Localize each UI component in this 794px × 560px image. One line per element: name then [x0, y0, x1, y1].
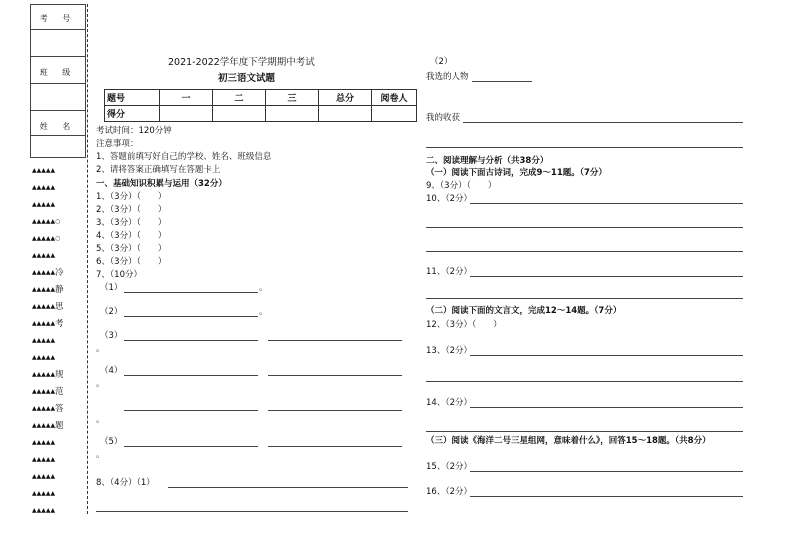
answer-line[interactable]	[268, 410, 402, 411]
section-heading: 一、基础知识积累与运用（32分）	[96, 179, 227, 189]
answer-line[interactable]	[124, 446, 258, 447]
seal-mark: ▲▲▲▲▲	[32, 371, 56, 378]
note-item: 1、答题前填写好自己的学校、姓名、班级信息	[96, 152, 272, 162]
score-cell[interactable]	[213, 106, 266, 122]
answer-line[interactable]	[472, 81, 532, 82]
score-cell[interactable]	[372, 106, 417, 122]
class-input[interactable]	[31, 84, 85, 111]
question-item: 14、（2分）	[426, 398, 472, 408]
table-header-cell: 总分	[319, 90, 372, 106]
seal-mark: ▲▲▲▲▲	[32, 303, 56, 310]
seal-mark: ▲▲▲▲▲	[32, 184, 56, 191]
seal-char: 思	[55, 302, 64, 312]
sub-question-label: （2）	[100, 307, 123, 317]
answer-line[interactable]	[124, 410, 258, 411]
seal-char: 规	[55, 370, 64, 380]
period-mark: 。	[96, 344, 105, 354]
table-header-row	[105, 90, 417, 106]
section-heading: 二、阅读理解与分析（共38分）	[426, 156, 549, 166]
seal-mark: ▲▲▲▲▲	[32, 422, 56, 429]
name-input[interactable]	[31, 136, 85, 156]
question-item: 6、（3分）（ ）	[96, 257, 167, 267]
answer-line[interactable]	[268, 340, 402, 341]
part-heading: （二）阅读下面的文言文，完成12～14题。（7分）	[426, 306, 622, 316]
period-mark: 。	[259, 283, 268, 293]
harvest-label: 我的收获	[426, 113, 461, 123]
period-mark: 。	[96, 415, 105, 425]
student-info-box	[30, 4, 86, 158]
question-item: 12、（3分）（ ）	[426, 320, 502, 330]
answer-line[interactable]	[268, 375, 402, 376]
period-mark: 。	[96, 379, 105, 389]
table-header-cell: 二	[213, 90, 266, 106]
exam-subtitle: 初三语文试题	[218, 73, 276, 84]
seal-mark: ▲▲▲▲▲	[32, 473, 56, 480]
question-item: 15、（2分）	[426, 462, 472, 472]
seal-mark: ▲▲▲▲▲	[32, 507, 56, 514]
seal-mark: ▲▲▲▲▲	[32, 167, 56, 174]
question-item: 8、（4分）（1）	[96, 478, 155, 488]
question-item: 4、（3分）（ ）	[96, 231, 167, 241]
seal-mark: ▲▲▲▲▲	[32, 252, 56, 259]
seal-char: 范	[55, 387, 64, 397]
seal-mark: ▲▲▲▲▲	[32, 201, 56, 208]
seal-mark: ▲▲▲▲▲	[32, 490, 56, 497]
answer-line[interactable]	[426, 251, 743, 252]
score-cell[interactable]	[266, 106, 319, 122]
score-cell[interactable]	[160, 106, 213, 122]
table-header-cell: 题号	[105, 90, 160, 106]
question-item: 10、（2分）	[426, 194, 472, 204]
question-item: 5、（3分）（ ）	[96, 244, 167, 254]
answer-line[interactable]	[96, 511, 408, 512]
class-label: 班 级	[39, 68, 77, 77]
answer-line[interactable]	[426, 227, 743, 228]
exam-no-input[interactable]	[31, 30, 85, 57]
seal-line	[87, 4, 88, 514]
sub-question-label: （1）	[100, 283, 123, 293]
answer-line[interactable]	[426, 381, 743, 382]
table-header-cell: 三	[266, 90, 319, 106]
answer-line[interactable]	[470, 496, 743, 497]
answer-line[interactable]	[470, 471, 743, 472]
exam-no-label: 考 号	[39, 14, 77, 23]
period-mark: 。	[96, 450, 105, 460]
answer-line[interactable]	[426, 147, 743, 148]
question-item: 2、（3分）（ ）	[96, 205, 167, 215]
part-heading: （一）阅读下面古诗词，完成9～11题。（7分）	[426, 168, 607, 178]
person-label: 我选的人物	[426, 72, 469, 82]
name-label: 姓 名	[39, 122, 77, 131]
answer-line[interactable]	[470, 407, 743, 408]
answer-line[interactable]	[268, 446, 402, 447]
answer-line[interactable]	[470, 355, 743, 356]
seal-mark: ▲▲▲▲▲	[32, 388, 56, 395]
question-item: 16、（2分）	[426, 487, 472, 497]
seal-char: 考	[55, 319, 64, 329]
seal-mark: ▲▲▲▲▲	[32, 456, 56, 463]
score-row-label: 得分	[105, 106, 160, 122]
question-item: 9、（3分）（ ）	[426, 181, 497, 191]
table-header-cell: 一	[160, 90, 213, 106]
answer-line[interactable]	[124, 340, 258, 341]
answer-line[interactable]	[426, 431, 743, 432]
question-item: 13、（2分）	[426, 346, 472, 356]
seal-char: 题	[55, 421, 64, 431]
exam-time: 考试时间：120分钟	[96, 126, 172, 136]
question-item: 7、（10分）	[96, 270, 142, 280]
answer-line[interactable]	[168, 487, 408, 488]
sub-question-label: （3）	[100, 331, 123, 341]
period-mark: 。	[259, 307, 268, 317]
sub-question-label: （5）	[100, 437, 123, 447]
seal-char: 冷	[55, 268, 64, 278]
seal-char: 答	[55, 404, 64, 414]
answer-line[interactable]	[124, 292, 258, 293]
seal-char: 静	[55, 285, 64, 295]
score-table	[104, 89, 417, 122]
answer-line[interactable]	[124, 316, 258, 317]
seal-mark: ▲▲▲▲▲	[32, 439, 56, 446]
seal-mark: ▲▲▲▲▲	[32, 354, 56, 361]
answer-line[interactable]	[470, 203, 743, 204]
question-item: 3、（3分）（ ）	[96, 218, 167, 228]
table-row	[105, 106, 417, 122]
seal-mark: ▲▲▲▲▲	[32, 320, 56, 327]
answer-line[interactable]	[470, 276, 743, 277]
sub-question-label: （4）	[100, 366, 123, 376]
question-item: （2）	[430, 57, 453, 67]
question-item: 1、（3分）（ ）	[96, 192, 167, 202]
part-heading: （三）阅读《海洋二号三星组网，意味着什么》，回答15～18题。（共8分）	[426, 436, 711, 446]
seal-mark: ▲▲▲▲▲	[32, 286, 56, 293]
seal-mark: ▲▲▲▲▲○	[32, 235, 61, 242]
seal-mark: ▲▲▲▲▲	[32, 337, 56, 344]
exam-title: 2021-2022学年度下学期期中考试	[168, 57, 315, 68]
seal-mark: ▲▲▲▲▲	[32, 269, 56, 276]
seal-mark: ▲▲▲▲▲○	[32, 218, 61, 225]
answer-line[interactable]	[426, 298, 743, 299]
score-cell[interactable]	[319, 106, 372, 122]
notes-title: 注意事项：	[96, 139, 139, 149]
answer-line[interactable]	[124, 375, 258, 376]
answer-line[interactable]	[463, 122, 743, 123]
question-item: 11、（2分）	[426, 267, 472, 277]
table-header-cell: 阅卷人	[372, 90, 417, 106]
note-item: 2、请将答案正确填写在答题卡上	[96, 165, 221, 175]
seal-mark: ▲▲▲▲▲	[32, 405, 56, 412]
